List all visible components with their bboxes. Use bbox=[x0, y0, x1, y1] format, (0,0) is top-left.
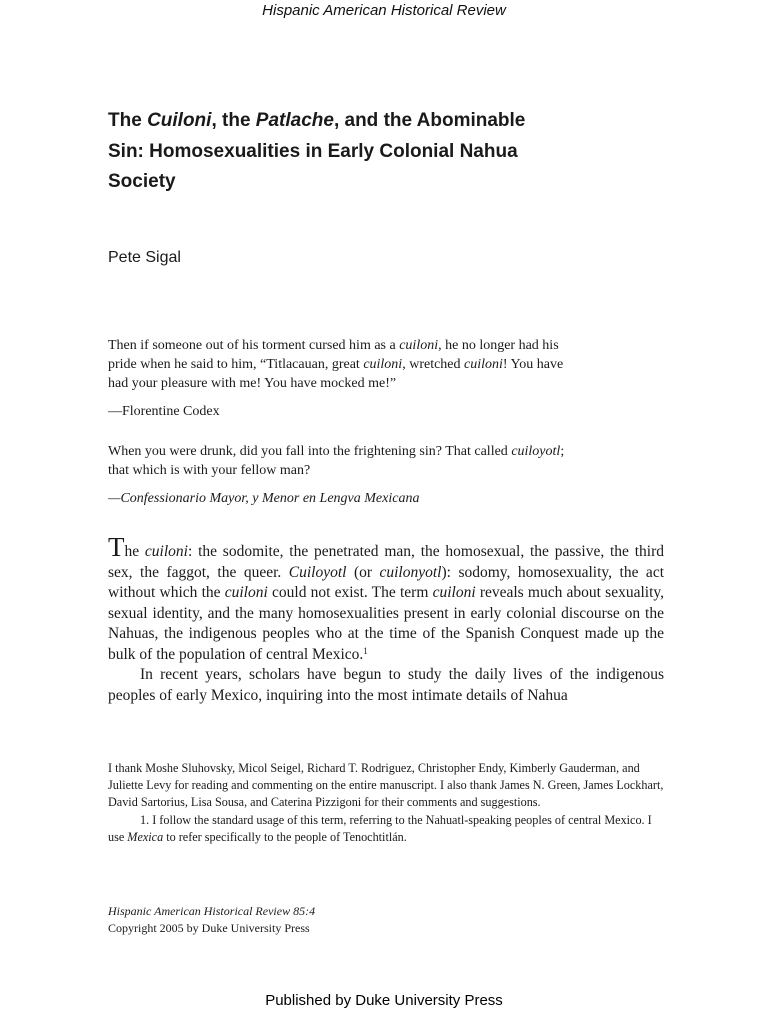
epigraph-text: , he no longer had his pride when he said to him, “Titlacauan, great bbox=[108, 338, 559, 372]
epigraph-term: cuiloyotl bbox=[511, 444, 561, 459]
body-text: : the sodomite, the penetrated man, the homosexual, the passive, the third sex, the faggot, the queer. bbox=[108, 543, 664, 581]
body-text: ): sodomy, homosexuality, the act without which the bbox=[108, 563, 664, 601]
body-term: cuiloni bbox=[224, 584, 268, 601]
article-body bbox=[108, 532, 664, 706]
title-segment: The bbox=[108, 110, 148, 131]
author-name: Pete Sigal bbox=[108, 249, 181, 266]
body-text: he bbox=[124, 543, 145, 560]
body-term: cuilonyotl bbox=[379, 563, 442, 581]
journal-info bbox=[108, 903, 315, 936]
article-title bbox=[108, 106, 548, 198]
publisher-footer: Published by Duke University Press bbox=[265, 992, 503, 1009]
epigraph-term: cuiloni bbox=[363, 357, 403, 372]
body-text: could not exist. The term bbox=[267, 584, 433, 601]
title-segment: , and the Abominable Sin: Homosexualities in Early Colonial Nahua Society bbox=[108, 110, 526, 192]
body-term: Cuiloyotl bbox=[288, 563, 347, 581]
title-term-patlache: Patlache bbox=[255, 110, 334, 131]
epigraph-text: When you were drunk, did you fall into the frightening sin? That called bbox=[108, 444, 512, 459]
epigraph-text: , wretched bbox=[402, 357, 465, 372]
footnote-text: 1. I follow the standard usage of this term, referring to the Nahuatl-speaking peoples of central Mexico. I use bbox=[108, 812, 652, 844]
epigraph-text: ! You have had your pleasure with me! You have mocked me!” bbox=[108, 357, 564, 391]
title-term-cuiloni: Cuiloni bbox=[147, 110, 212, 131]
body-text: reveals much about sexuality, sexual identity, and the many homosexualities present in early colonial discourse on the Nahuas, the indigenous peoples who at the time of the Spanish Conquest made up the bulk of the population of central Mexico. bbox=[108, 584, 664, 663]
footnote-1 bbox=[108, 812, 664, 846]
footnotes bbox=[108, 760, 664, 846]
epigraph-text: Then if someone out of his torment cursed him as a bbox=[108, 338, 400, 353]
footnote-marker-1[interactable]: 1 bbox=[363, 645, 368, 656]
epigraph-1-source: —Florentine Codex bbox=[108, 404, 220, 419]
epigraph-term: cuiloni bbox=[464, 357, 503, 372]
journal-citation: Hispanic American Historical Review 85:4 bbox=[108, 904, 316, 918]
epigraph-2-quote bbox=[108, 442, 578, 480]
title-segment: , the bbox=[211, 110, 256, 131]
copyright-line: Copyright 2005 by Duke University Press bbox=[108, 920, 310, 935]
epigraph-term: cuiloni bbox=[399, 338, 439, 353]
body-paragraph-1 bbox=[108, 532, 664, 665]
drop-cap: T bbox=[108, 532, 125, 562]
body-paragraph-2: In recent years, scholars have begun to study the daily lives of the indigenous peoples of early Mexico, inquiring into the most intimate details of Nahua bbox=[108, 666, 664, 704]
body-term: cuiloni bbox=[144, 543, 188, 560]
epigraph-1-quote bbox=[108, 336, 578, 393]
body-text: (or bbox=[346, 563, 380, 581]
epigraph-2 bbox=[108, 442, 578, 480]
footnote-text: to refer specifically to the people of Tenochtitlán. bbox=[163, 829, 407, 844]
body-term: cuiloni bbox=[432, 584, 476, 601]
epigraph-1 bbox=[108, 336, 578, 393]
running-header: Hispanic American Historical Review bbox=[262, 2, 506, 19]
epigraph-text: ; that which is with your fellow man? bbox=[108, 444, 565, 478]
acknowledgment-note: I thank Moshe Sluhovsky, Micol Seigel, Richard T. Rodriguez, Christopher Endy, Kimberly Gauderman, and Juliette Levy for reading and commenting on the entire manuscript. I also thank James N. Green, James Lockhart, David Sartorius, Lisa Sousa, and Caterina Pizzigoni for their comments and suggestions. bbox=[108, 761, 664, 810]
footnote-term: Mexica bbox=[127, 829, 164, 844]
epigraph-2-source: —Confessionario Mayor, y Menor en Lengva Mexicana bbox=[108, 491, 420, 506]
